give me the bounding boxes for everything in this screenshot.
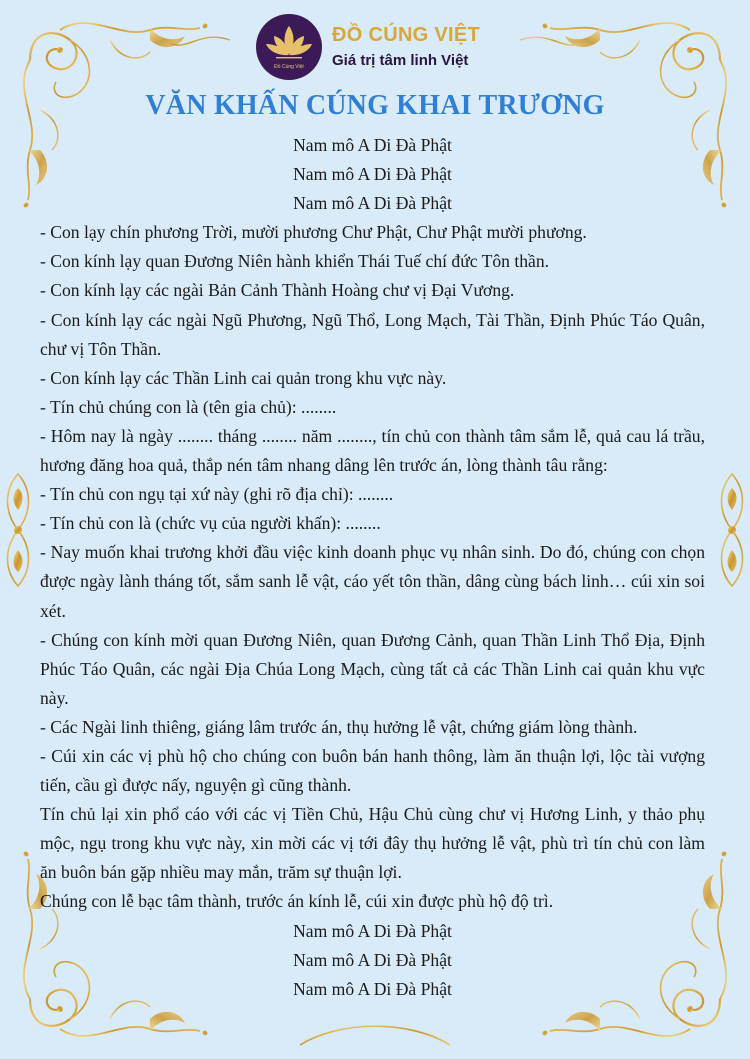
prayer-paragraph: - Nay muốn khai trương khởi đầu việc kinh doanh phục vụ nhân sinh. Do đó, chúng con chọn được ngày lành tháng tốt, sắm sanh lễ vật, cáo yết tôn thần, dâng cùng bách linh… cúi xin soi xét. [40,542,705,621]
prayer-paragraph: - Chúng con kính mời quan Đương Niên, quan Đương Cảnh, quan Thần Linh Thổ Địa, Định Phúc Táo Quân, các ngài Địa Chúa Long Mạch, cùng tất cả các Thần Linh cai quản khu vực này. [40,629,705,708]
brand-logo [256,14,496,80]
lotus-icon [256,14,322,80]
prayer-paragraph: Chúng con lễ bạc tâm thành, trước án kính lễ, cúi xin được phù hộ độ trì. [40,891,554,912]
logo-small-text: Đồ Cúng Việt [274,64,304,70]
prayer-text [40,131,705,1004]
opening-line: Nam mô A Di Đà Phật [293,164,452,185]
prayer-paragraph: - Con lạy chín phương Trời, mười phương Chư Phật, Chư Phật mười phương. [40,222,587,243]
prayer-paragraph: - Tín chủ con ngụ tại xứ này (ghi rõ địa chỉ): ........ [40,484,394,505]
prayer-paragraph: - Cúi xin các vị phù hộ cho chúng con buôn bán hanh thông, làm ăn thuận lợi, lộc tài vượng tiến, cầu gì được nấy, nguyện gì cũng thành. [40,745,705,796]
prayer-paragraph: - Tín chủ chúng con là (tên gia chủ): ........ [40,396,337,417]
brand-name: ĐỒ CÚNG VIỆT [332,24,481,46]
prayer-paragraph: Tín chủ lại xin phổ cáo với các vị Tiền Chủ, Hậu Chủ cùng chư vị Hương Linh, y thảo phụ mộc, ngụ trong khu vực này, xin mời các vị tới đây thụ hưởng lễ vật, phù trì tín chủ con làm ăn buôn bán gặp nhiều may mắn, trăm sự thuận lợi. [40,804,705,883]
brand-tagline: Giá trị tâm linh Việt [332,52,469,69]
closing-line: Nam mô A Di Đà Phật [293,949,452,970]
prayer-paragraph: - Các Ngài linh thiêng, giáng lâm trước án, thụ hưởng lễ vật, chứng giám lòng thành. [40,716,638,737]
prayer-paragraph: - Con kính lạy quan Đương Niên hành khiển Thái Tuế chí đức Tôn thần. [40,251,550,272]
lotus-logo-badge [256,14,322,80]
opening-line: Nam mô A Di Đà Phật [293,135,452,155]
prayer-paragraph: - Con kính lạy các ngài Ngũ Phương, Ngũ Thổ, Long Mạch, Tài Thần, Định Phúc Táo Quân, chư vị Tôn Thần. [40,309,705,359]
prayer-paragraph: - Con kính lạy các Thần Linh cai quản trong khu vực này. [40,367,447,388]
closing-line: Nam mô A Di Đà Phật [293,920,452,941]
prayer-paragraph: - Hôm nay là ngày ........ tháng ........ năm ........, tín chủ con thành tâm sắm lễ, quả cau lá trầu, hương đăng hoa quả, thắp nén tâm nhang dâng lên trước án, lòng thành tâu rằng: [40,425,705,476]
closing-line: Nam mô A Di Đà Phật [293,978,452,999]
prayer-paragraph: - Tín chủ con là (chức vụ của người khấn): ........ [40,513,381,534]
prayer-paragraph: - Con kính lạy các ngài Bản Cảnh Thành Hoàng chư vị Đại Vương. [40,280,515,301]
opening-line: Nam mô A Di Đà Phật [293,193,452,214]
document-title: VĂN KHẤN CÚNG KHAI TRƯƠNG [145,90,605,121]
